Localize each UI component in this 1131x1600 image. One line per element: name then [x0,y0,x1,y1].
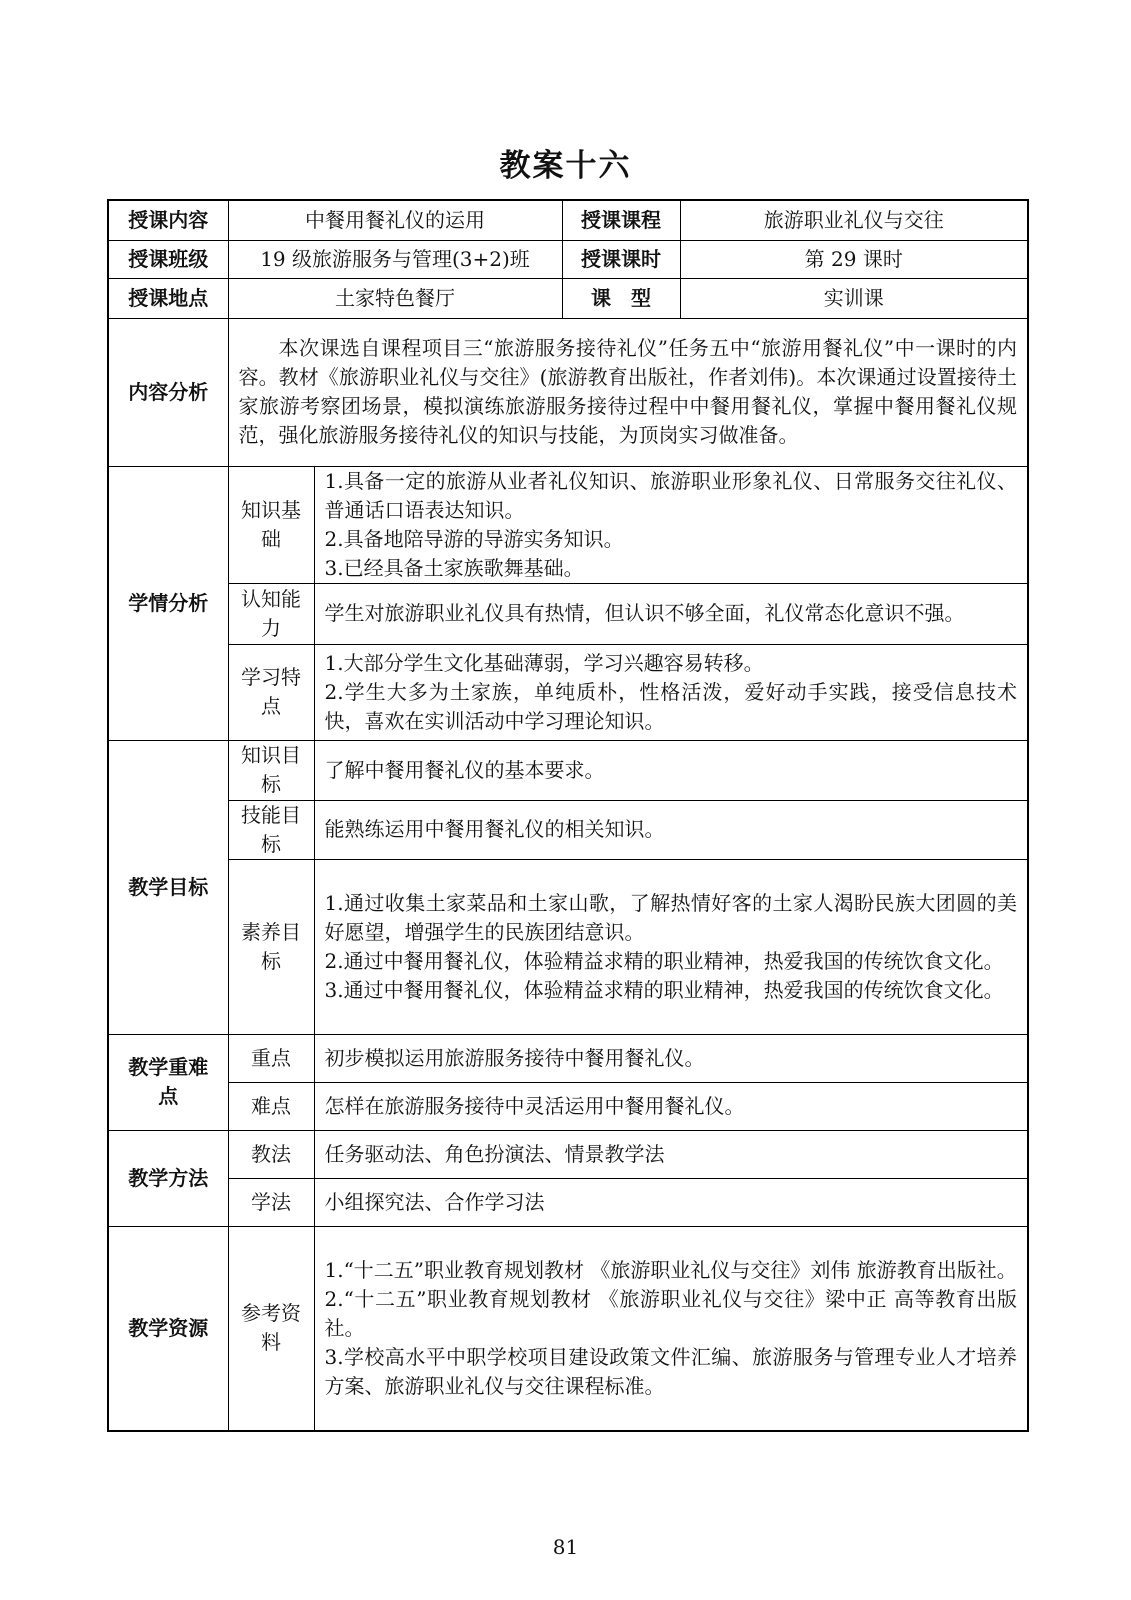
learning-method-label: 学法 [228,1178,314,1226]
goal-knowledge-label: 知识目标 [228,740,314,800]
teaching-goals-label: 教学目标 [108,740,228,1034]
references-label: 参考资料 [228,1226,314,1431]
text-line: 了解中餐用餐礼仪的基本要求。 [324,757,605,782]
text-line: 2.具备地陪导游的导游实务知识。 [324,526,624,551]
goal-literacy-row [108,859,1028,1034]
learner-features-text [314,644,1028,740]
methods-label: 教学方法 [108,1130,228,1226]
value-content: 中餐用餐礼仪的运用 [228,200,562,240]
header-row-class [108,240,1028,278]
learner-knowledge-label: 知识基础 [228,466,314,583]
value-location: 土家特色餐厅 [228,278,562,318]
resources-row [108,1226,1028,1431]
header-row-course [108,200,1028,240]
text-line: 任务驱动法、角色扮演法、情景教学法 [324,1141,665,1166]
label-hours: 授课课时 [562,240,680,278]
text-line: 初步模拟运用旅游服务接待中餐用餐礼仪。 [324,1045,705,1070]
text-line: 3.已经具备土家族歌舞基础。 [324,555,584,580]
document-title: 教案十六 [499,148,632,184]
difficult-point-label: 难点 [228,1082,314,1130]
references-text [314,1226,1028,1431]
text-line: 小组探究法、合作学习法 [324,1189,545,1214]
teaching-method-label: 教法 [228,1130,314,1178]
text-line: 3.通过中餐用餐礼仪，体验精益求精的职业精神，热爱我国的传统饮食文化。 [324,977,1004,1002]
learner-features-label: 学习特点 [228,644,314,740]
lesson-plan-table [107,199,1029,1432]
learner-features-row [108,644,1028,740]
learner-cognition-text [314,583,1028,644]
text-line: 1.通过收集土家菜品和土家山歌，了解热情好客的土家人渴盼民族大团圆的美好愿望，增强学生的民族团结意识。 [324,890,1017,944]
value-class: 19 级旅游服务与管理(3+2)班 [228,240,562,278]
content-analysis-row [108,318,1028,466]
text-line: 3.学校高水平中职学校项目建设政策文件汇编、旅游服务与管理专业人才培养方案、旅游职业礼仪与交往课程标准。 [324,1344,1017,1398]
label-class: 授课班级 [108,240,228,278]
text-line: 2.“十二五”职业教育规划教材 《旅游职业礼仪与交往》梁中正 高等教育出版社。 [324,1286,1017,1340]
goal-knowledge-row [108,740,1028,800]
goal-knowledge-text [314,740,1028,800]
label-content: 授课内容 [108,200,228,240]
difficult-point-text [314,1082,1028,1130]
label-course: 授课课程 [562,200,680,240]
learning-method-row [108,1178,1028,1226]
text-line: 1.大部分学生文化基础薄弱，学习兴趣容易转移。 [324,650,764,675]
learning-method-text [314,1178,1028,1226]
difficult-point-row [108,1082,1028,1130]
learner-knowledge-row [108,466,1028,583]
content-analysis-label: 内容分析 [108,318,228,466]
key-point-label: 重点 [228,1034,314,1082]
key-point-text [314,1034,1028,1082]
value-type: 实训课 [680,278,1028,318]
goal-skill-row [108,800,1028,859]
text-line: 能熟练运用中餐用餐礼仪的相关知识。 [324,817,665,841]
teaching-method-row [108,1130,1028,1178]
learner-cognition-row [108,583,1028,644]
content-analysis-text: 本次课选自课程项目三“旅游服务接待礼仪”任务五中“旅游用餐礼仪”中一课时的内容。教材《旅游职业礼仪与交往》(旅游教育出版社，作者刘伟)。本次课通过设置接待土家旅游考察团场景，模拟演练旅游服务接待过程中中餐用餐礼仪，掌握中餐用餐礼仪规范，强化旅游服务接待礼仪的知识与技能，为顶岗实习做准备。 [228,318,1028,466]
key-point-row [108,1034,1028,1082]
key-points-label: 教学重难点 [108,1034,228,1130]
label-type: 课 型 [562,278,680,318]
page-number: 81 [552,1535,579,1559]
text-line: 2.通过中餐用餐礼仪，体验精益求精的职业精神，热爱我国的传统饮食文化。 [324,948,1004,973]
goal-literacy-label: 素养目标 [228,859,314,1034]
header-row-location [108,278,1028,318]
label-location: 授课地点 [108,278,228,318]
goal-skill-text [314,800,1028,859]
learner-cognition-label: 认知能力 [228,583,314,644]
learner-knowledge-text [314,466,1028,583]
text-line: 2.学生大多为土家族，单纯质朴，性格活泼，爱好动手实践，接受信息技术快，喜欢在实训活动中学习理论知识。 [324,679,1017,733]
text-line: 怎样在旅游服务接待中灵活运用中餐用餐礼仪。 [324,1093,745,1118]
goal-literacy-text [314,859,1028,1034]
text-line: 学生对旅游职业礼仪具有热情，但认识不够全面，礼仪常态化意识不强。 [324,601,965,625]
value-hours: 第 29 课时 [680,240,1028,278]
text-line: 1.“十二五”职业教育规划教材 《旅游职业礼仪与交往》刘伟 旅游教育出版社。 [324,1257,1017,1282]
resources-label: 教学资源 [108,1226,228,1431]
value-course: 旅游职业礼仪与交往 [680,200,1028,240]
goal-skill-label: 技能目标 [228,800,314,859]
learner-analysis-label: 学情分析 [108,466,228,740]
teaching-method-text [314,1130,1028,1178]
text-line: 1.具备一定的旅游从业者礼仪知识、旅游职业形象礼仪、日常服务交往礼仪、普通话口语表达知识。 [324,468,1017,522]
